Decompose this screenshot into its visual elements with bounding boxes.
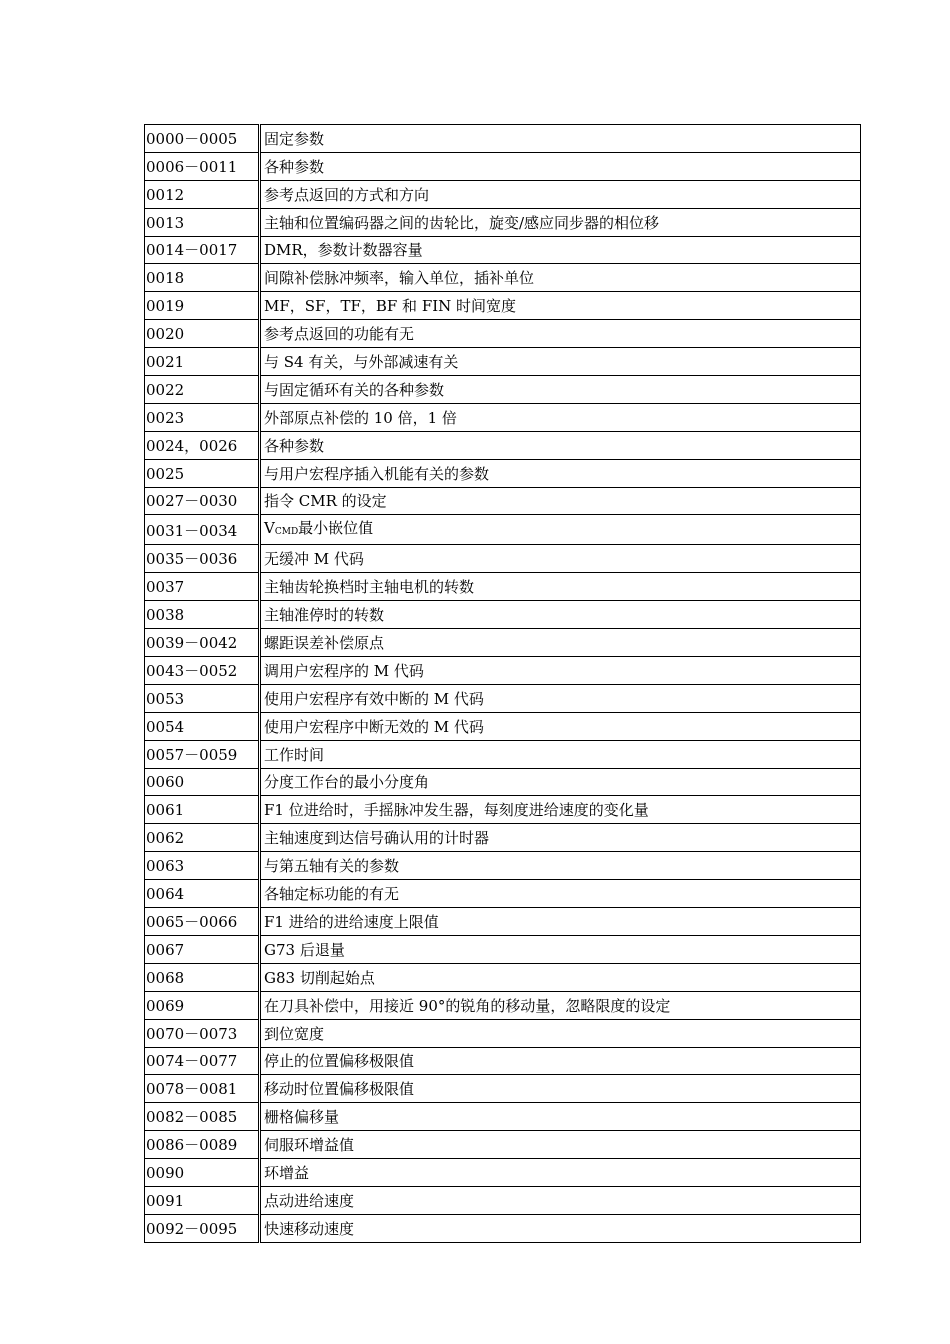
param-code: 0068 bbox=[145, 963, 260, 991]
param-code: 0014－0017 bbox=[145, 236, 260, 264]
param-description: DMR，参数计数器容量 bbox=[260, 236, 861, 264]
param-code: 0006－0011 bbox=[145, 152, 260, 180]
param-description: G73 后退量 bbox=[260, 935, 861, 963]
param-code: 0020 bbox=[145, 320, 260, 348]
table-row bbox=[145, 320, 861, 348]
param-code: 0021 bbox=[145, 348, 260, 376]
table-row bbox=[145, 796, 861, 824]
param-code: 0090 bbox=[145, 1159, 260, 1187]
table-row bbox=[145, 180, 861, 208]
param-description: 间隙补偿脉冲频率，输入单位，插补单位 bbox=[260, 264, 861, 292]
param-description: 外部原点补偿的 10 倍，1 倍 bbox=[260, 403, 861, 431]
param-description: MF，SF，TF，BF 和 FIN 时间宽度 bbox=[260, 292, 861, 320]
param-description: 螺距误差补偿原点 bbox=[260, 629, 861, 657]
desc-rest-text: 最小嵌位值 bbox=[298, 519, 374, 538]
table-row bbox=[145, 1159, 861, 1187]
param-description: 主轴速度到达信号确认用的计时器 bbox=[260, 824, 861, 852]
param-code: 0065－0066 bbox=[145, 908, 260, 936]
table-row bbox=[145, 963, 861, 991]
param-code: 0000－0005 bbox=[145, 125, 260, 153]
param-description: 参考点返回的功能有无 bbox=[260, 320, 861, 348]
table-row bbox=[145, 236, 861, 264]
table-row bbox=[145, 629, 861, 657]
param-code: 0062 bbox=[145, 824, 260, 852]
param-code: 0043－0052 bbox=[145, 657, 260, 685]
desc-main-text: V bbox=[264, 519, 275, 538]
param-description: 各种参数 bbox=[260, 431, 861, 459]
param-description: 快速移动速度 bbox=[260, 1214, 861, 1242]
table-row bbox=[145, 824, 861, 852]
param-code: 0024，0026 bbox=[145, 431, 260, 459]
table-row bbox=[145, 125, 861, 153]
param-code: 0038 bbox=[145, 601, 260, 629]
param-code: 0012 bbox=[145, 180, 260, 208]
table-row bbox=[145, 573, 861, 601]
param-description: 各轴定标功能的有无 bbox=[260, 880, 861, 908]
param-description: 与 S4 有关，与外部减速有关 bbox=[260, 348, 861, 376]
param-description: G83 切削起始点 bbox=[260, 963, 861, 991]
param-code: 0064 bbox=[145, 880, 260, 908]
param-description: 指令 CMR 的设定 bbox=[260, 487, 861, 515]
table-row bbox=[145, 152, 861, 180]
param-description: 固定参数 bbox=[260, 125, 861, 153]
param-description bbox=[260, 515, 861, 545]
param-code: 0086－0089 bbox=[145, 1131, 260, 1159]
param-code: 0082－0085 bbox=[145, 1103, 260, 1131]
param-description: 参考点返回的方式和方向 bbox=[260, 180, 861, 208]
table-row bbox=[145, 657, 861, 685]
param-description: 与用户宏程序插入机能有关的参数 bbox=[260, 459, 861, 487]
parameter-table-body bbox=[145, 125, 861, 1243]
table-row bbox=[145, 1186, 861, 1214]
param-code: 0061 bbox=[145, 796, 260, 824]
param-code: 0018 bbox=[145, 264, 260, 292]
table-row bbox=[145, 684, 861, 712]
param-description: 移动时位置偏移极限值 bbox=[260, 1075, 861, 1103]
table-row bbox=[145, 292, 861, 320]
table-row bbox=[145, 880, 861, 908]
param-description: 各种参数 bbox=[260, 152, 861, 180]
param-code: 0035－0036 bbox=[145, 545, 260, 573]
table-row bbox=[145, 991, 861, 1019]
param-description: 环增益 bbox=[260, 1159, 861, 1187]
param-code: 0067 bbox=[145, 935, 260, 963]
param-description: 使用户宏程序中断无效的 M 代码 bbox=[260, 712, 861, 740]
param-description: 停止的位置偏移极限值 bbox=[260, 1047, 861, 1075]
table-row bbox=[145, 431, 861, 459]
param-code: 0039－0042 bbox=[145, 629, 260, 657]
table-row bbox=[145, 515, 861, 545]
param-description: 在刀具补偿中，用接近 90°的锐角的移动量，忽略限度的设定 bbox=[260, 991, 861, 1019]
table-row bbox=[145, 601, 861, 629]
param-description: 主轴齿轮换档时主轴电机的转数 bbox=[260, 573, 861, 601]
table-row bbox=[145, 1047, 861, 1075]
param-code: 0037 bbox=[145, 573, 260, 601]
param-code: 0053 bbox=[145, 684, 260, 712]
param-code: 0074－0077 bbox=[145, 1047, 260, 1075]
param-description: 主轴和位置编码器之间的齿轮比，旋变/感应同步器的相位移 bbox=[260, 208, 861, 236]
table-row bbox=[145, 852, 861, 880]
param-description: 使用户宏程序有效中断的 M 代码 bbox=[260, 684, 861, 712]
param-code: 0025 bbox=[145, 459, 260, 487]
table-row bbox=[145, 1214, 861, 1242]
table-row bbox=[145, 740, 861, 768]
param-description: 栅格偏移量 bbox=[260, 1103, 861, 1131]
param-description: F1 位进给时，手摇脉冲发生器，每刻度进给速度的变化量 bbox=[260, 796, 861, 824]
param-description: 分度工作台的最小分度角 bbox=[260, 768, 861, 796]
param-description: 点动进给速度 bbox=[260, 1186, 861, 1214]
param-code: 0057－0059 bbox=[145, 740, 260, 768]
param-description: 与第五轴有关的参数 bbox=[260, 852, 861, 880]
table-row bbox=[145, 935, 861, 963]
param-code: 0013 bbox=[145, 208, 260, 236]
param-description: 工作时间 bbox=[260, 740, 861, 768]
param-description: 无缓冲 M 代码 bbox=[260, 545, 861, 573]
param-code: 0070－0073 bbox=[145, 1019, 260, 1047]
table-row bbox=[145, 264, 861, 292]
param-code: 0091 bbox=[145, 1186, 260, 1214]
param-description: 到位宽度 bbox=[260, 1019, 861, 1047]
table-row bbox=[145, 1075, 861, 1103]
param-code: 0060 bbox=[145, 768, 260, 796]
table-row bbox=[145, 768, 861, 796]
table-row bbox=[145, 712, 861, 740]
param-code: 0054 bbox=[145, 712, 260, 740]
param-description: F1 进给的进给速度上限值 bbox=[260, 908, 861, 936]
param-code: 0031－0034 bbox=[145, 515, 260, 545]
table-row bbox=[145, 487, 861, 515]
table-row bbox=[145, 348, 861, 376]
param-code: 0078－0081 bbox=[145, 1075, 260, 1103]
table-row bbox=[145, 1131, 861, 1159]
table-row bbox=[145, 208, 861, 236]
param-code: 0027－0030 bbox=[145, 487, 260, 515]
table-row bbox=[145, 545, 861, 573]
param-description: 调用户宏程序的 M 代码 bbox=[260, 657, 861, 685]
table-row bbox=[145, 1019, 861, 1047]
table-row bbox=[145, 376, 861, 404]
param-description: 主轴准停时的转数 bbox=[260, 601, 861, 629]
param-code: 0022 bbox=[145, 376, 260, 404]
table-row bbox=[145, 403, 861, 431]
table-row bbox=[145, 908, 861, 936]
table-row bbox=[145, 459, 861, 487]
parameter-table bbox=[144, 124, 861, 1243]
param-code: 0069 bbox=[145, 991, 260, 1019]
param-code: 0063 bbox=[145, 852, 260, 880]
desc-subscript: CMD bbox=[274, 527, 299, 538]
param-code: 0092－0095 bbox=[145, 1214, 260, 1242]
table-row bbox=[145, 1103, 861, 1131]
param-code: 0023 bbox=[145, 403, 260, 431]
param-description: 与固定循环有关的各种参数 bbox=[260, 376, 861, 404]
param-code: 0019 bbox=[145, 292, 260, 320]
param-description: 伺服环增益值 bbox=[260, 1131, 861, 1159]
